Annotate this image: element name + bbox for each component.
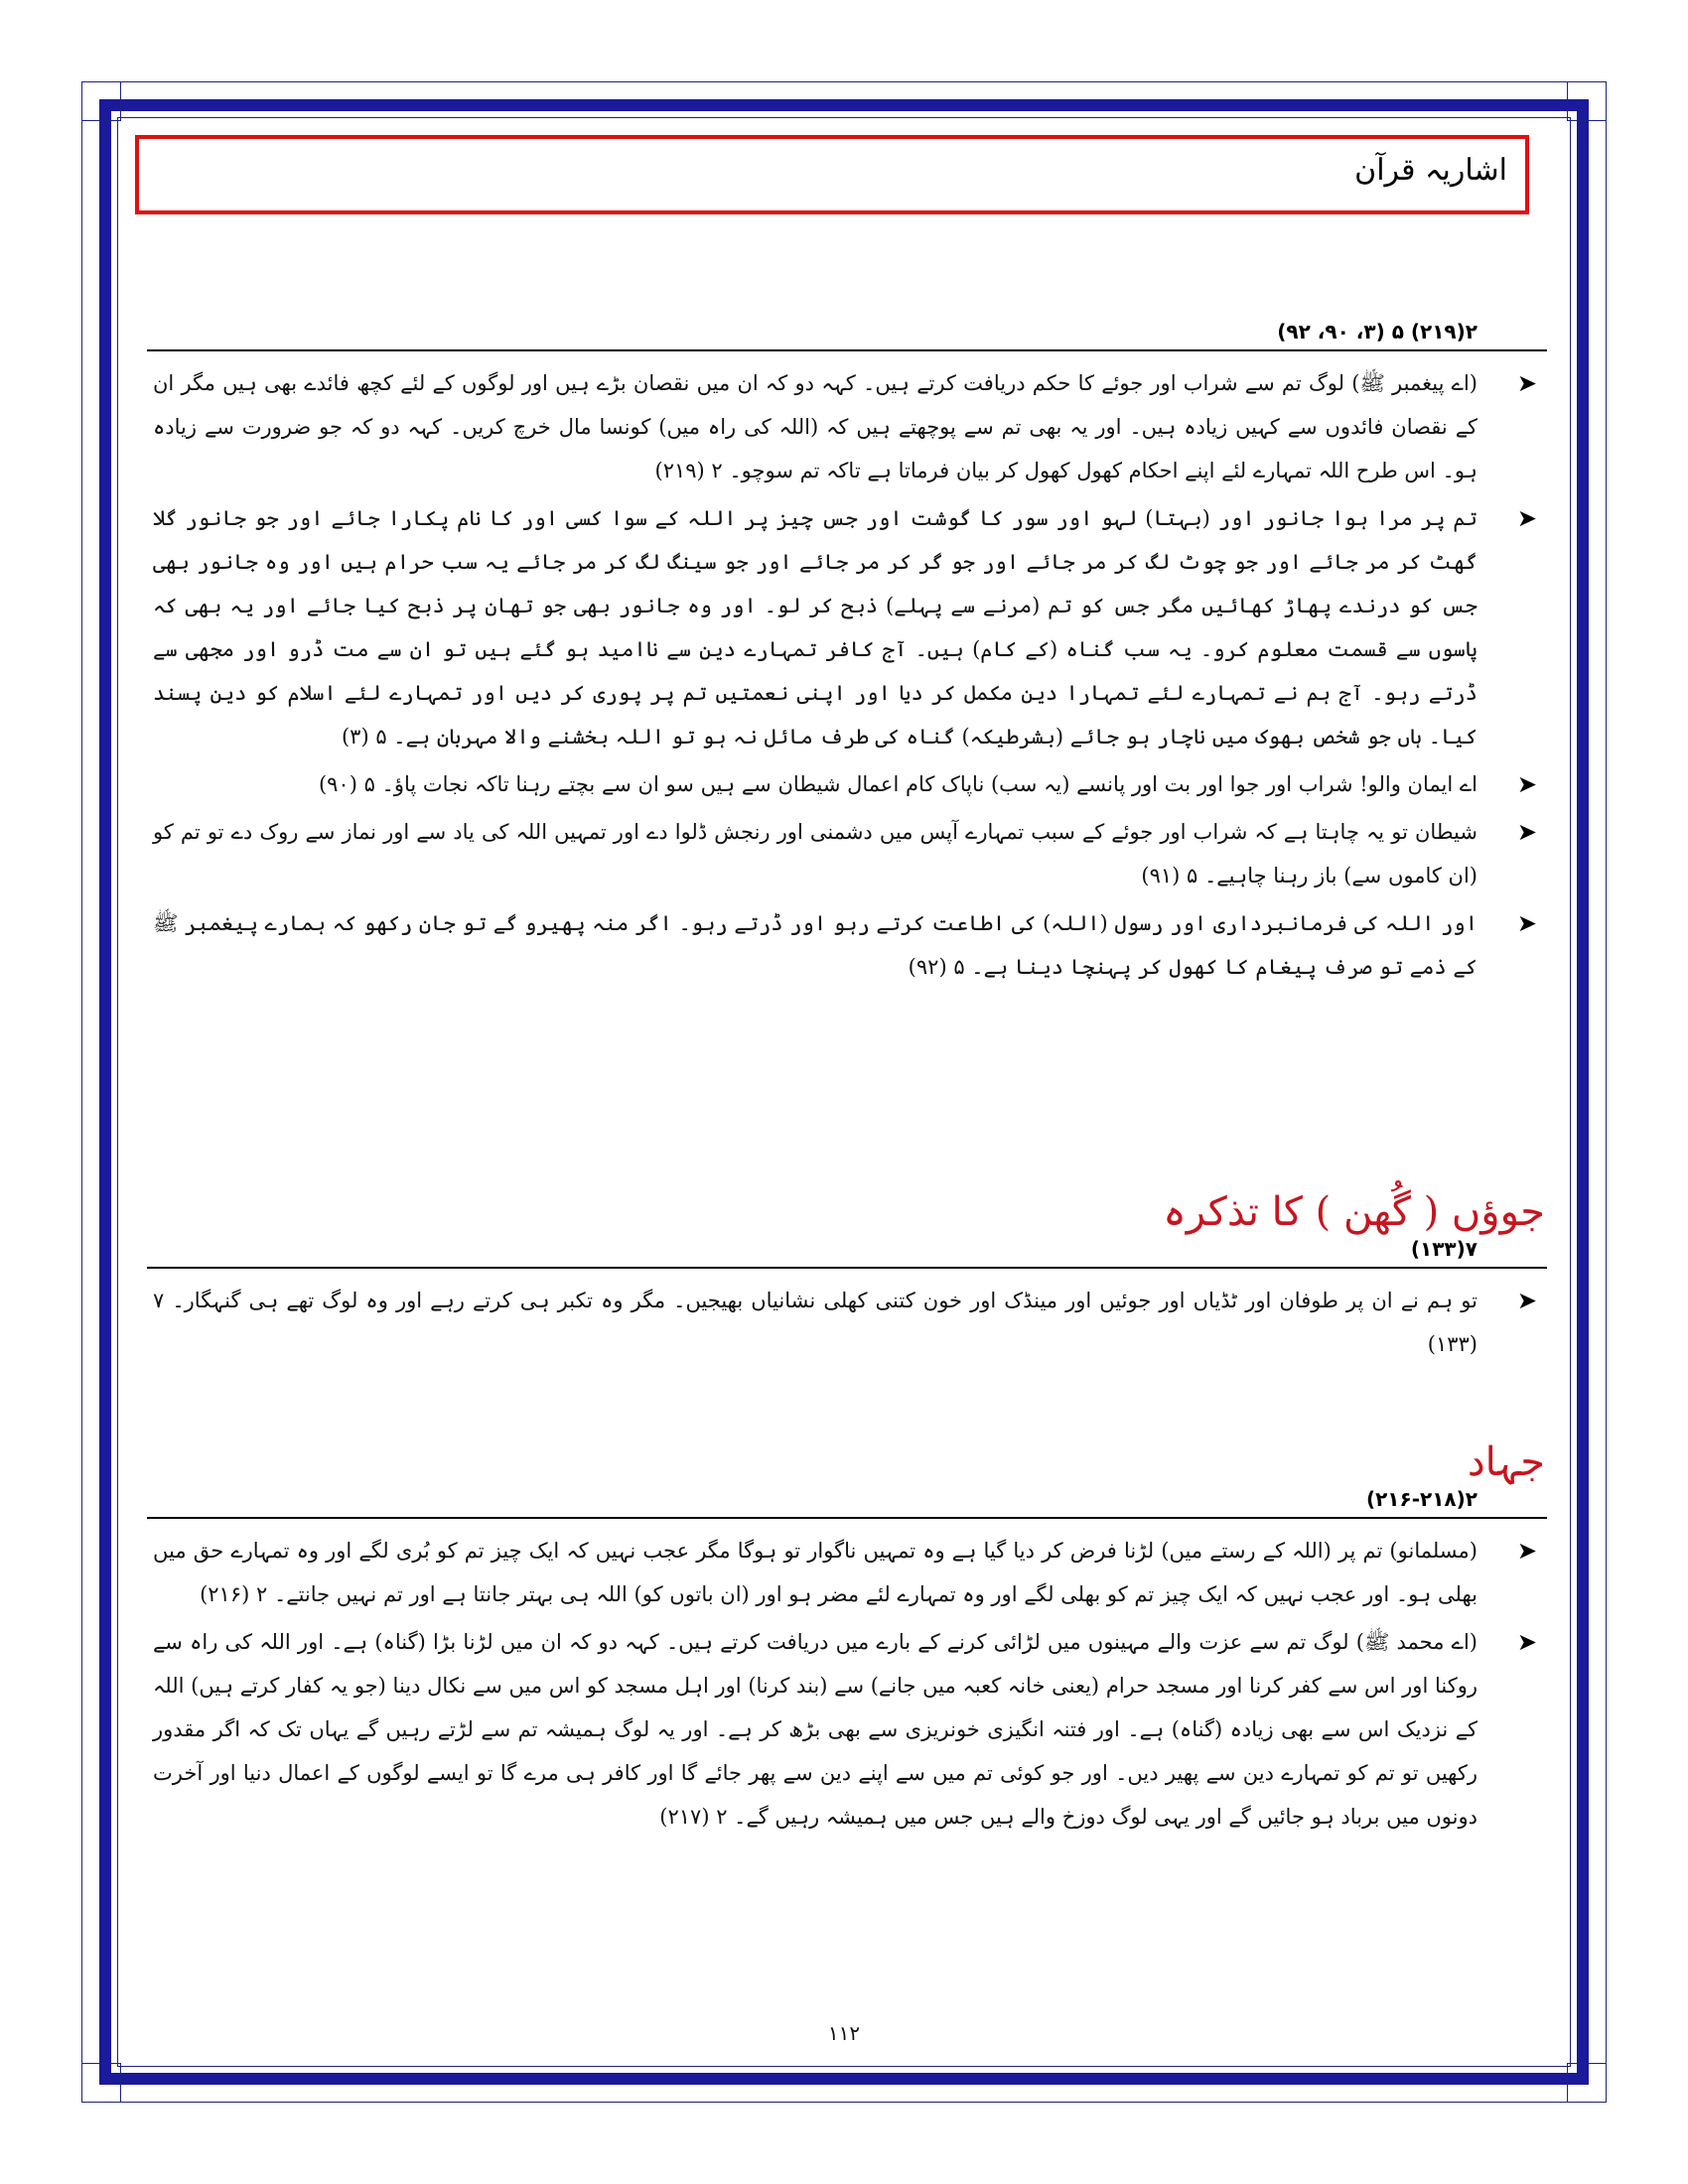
page-title: اشاریہ قرآن bbox=[1354, 153, 1507, 188]
section-jihad bbox=[147, 1439, 1547, 1843]
item-text: تم پر مرا ہوا جانور اور (بہتا) لہو اور سور کا گوشت اور جس چیز پر اللہ کے سوا کسی اور کا نام پکارا جائے اور جو جانور گلا گھٹ کر مر جائے اور جو چوٹ لگ کر مر جائے اور جو گر کر مر جائے اور جو سینگ لگ کر مر جائے یہ سب حرام ہیں اور وہ جانور بھی جس کو درندے پھاڑ کھائیں مگر جس کو تم (مرنے سے پہلے) ذبح کر لو۔ اور وہ جانور بھی جو تھان پر ذبح کیا جائے اور یہ بھی کہ پاسوں سے قسمت معلوم کرو۔ یہ سب گناہ (کے کام) ہیں۔ آج کافر تمہارے دین سے ناامید ہو گئے ہیں تو ان سے مت ڈرو اور مجھی سے ڈرتے رہو۔ آج ہم نے تمہارے لئے تمہارا دین مکمل کر دیا اور اپنی نعمتیں تم پر پوری کر دیں اور تمہارے لئے اسلام کو دین پسند کیا۔ ہاں جو شخص بھوک میں ناچار ہو جائے (بشرطیکہ) گناہ کی طرف مائل نہ ہو تو اللہ بخشنے والا مہربان ہے۔ ۵ (۳) bbox=[153, 506, 1477, 749]
list-item bbox=[147, 496, 1547, 758]
arrowhead-icon: ➤ bbox=[1516, 1537, 1537, 1565]
section-divider bbox=[147, 1517, 1547, 1519]
arrowhead-icon: ➤ bbox=[1516, 369, 1537, 397]
section-heading: جہاد bbox=[1467, 1439, 1545, 1485]
item-text: تو ہم نے ان پر طوفان اور ٹڈیاں اور جوئیں اور مینڈک اور خون کتنی کھلی نشانیاں بھیجیں۔ مگر وہ تکبر ہی کرتے رہے اور وہ لوگ تھے ہی گنہگار۔ ۷ (۱۳۳) bbox=[153, 1289, 1478, 1356]
item-text: اور اللہ کی فرمانبرداری اور رسول (اللہ) کی اطاعت کرتے رہو اور ڈرتے رہو۔ اگر منہ پھیرو گے تو جان رکھو کہ ہمارے پیغمبر ﷺ کے ذمے تو صرف پیغام کا کھول کر پہنچا دینا ہے۔ ۵ (۹۲) bbox=[153, 911, 1477, 979]
frame-corner-ornament bbox=[81, 2063, 121, 2103]
item-text: (اے پیغمبر ﷺ) لوگ تم سے شراب اور جوئے کا حکم دریافت کرتے ہیں۔ کہہ دو کہ ان میں نقصان بڑے ہیں اور لوگوں کے لئے کچھ فائدے بھی ہیں مگر ان کے نقصان فائدوں سے کہیں زیادہ ہیں۔ اور یہ بھی تم سے پوچھتے ہیں کہ (اللہ کی راہ میں) کونسا مال خرچ کریں۔ کہہ دو کہ جو ضرورت سے زیادہ ہو۔ اس طرح اللہ تمہارے لئے اپنے احکام کھول کھول کر بیان فرماتا ہے تاکہ تم سوچو۔ ۲ (۲۱۹) bbox=[153, 371, 1477, 482]
section-divider bbox=[147, 1267, 1547, 1269]
frame-corner-ornament bbox=[81, 81, 121, 121]
arrowhead-icon: ➤ bbox=[1516, 818, 1537, 846]
header-box bbox=[135, 135, 1529, 214]
arrowhead-icon: ➤ bbox=[1516, 909, 1537, 937]
section-alcohol-gambling bbox=[147, 320, 1547, 993]
section-reference: ۲(۲۱۶-۲۱۸) bbox=[1365, 1487, 1477, 1511]
section-heading: جوؤں ( گُھن ) کا تذکرہ bbox=[1163, 1189, 1545, 1235]
list-item bbox=[147, 762, 1547, 806]
frame-corner-ornament bbox=[1567, 2063, 1607, 2103]
section-lice bbox=[147, 1189, 1547, 1370]
section-divider bbox=[147, 349, 1547, 351]
list-item bbox=[147, 361, 1547, 492]
list-item bbox=[147, 901, 1547, 989]
frame-corner-ornament bbox=[1567, 81, 1607, 121]
item-text: (مسلمانو) تم پر (اللہ کے رستے میں) لڑنا فرض کر دیا گیا ہے وہ تمہیں ناگوار تو ہوگا مگر عجب نہیں کہ ایک چیز تم کو بُری لگے اور وہ تمہارے حق میں بھلی ہو۔ اور عجب نہیں کہ ایک چیز تم کو بھلی لگے اور وہ تمہارے لئے مضر ہو اور (ان باتوں کو) اللہ ہی بہتر جانتا ہے اور تم نہیں جانتے۔ ۲ (۲۱۶) bbox=[153, 1539, 1477, 1606]
arrowhead-icon: ➤ bbox=[1516, 770, 1537, 798]
section-reference: ۷(۱۳۳) bbox=[1410, 1237, 1477, 1261]
section-reference: ۲(۲۱۹) ۵ (۳، ۹۰، ۹۲) bbox=[1277, 320, 1477, 343]
item-text: اے ایمان والو! شراب اور جوا اور بت اور پانسے (یہ سب) ناپاک کام اعمال شیطان سے ہیں سو ان سے بچتے رہنا تاکہ نجات پاؤ۔ ۵ (۹۰) bbox=[318, 772, 1477, 796]
list-item bbox=[147, 1620, 1547, 1839]
item-text: (اے محمد ﷺ) لوگ تم سے عزت والے مہینوں میں لڑائی کرنے کے بارے میں دریافت کرتے ہیں۔ کہہ دو کہ ان میں لڑنا بڑا (گناہ) ہے۔ اور اللہ کی راہ سے روکنا اور اس سے کفر کرنا اور مسجد حرام (یعنی خانہ کعبہ میں جانے) سے (بند کرنا) اور اہل مسجد کو اس میں سے نکال دینا (جو یہ کفار کرتے ہیں) اللہ کے نزدیک اس سے بھی زیادہ (گناہ) ہے۔ اور فتنہ انگیزی خونریزی سے بھی بڑھ کر ہے۔ اور یہ لوگ ہمیشہ تم سے لڑتے رہیں گے یہاں تک کہ اگر مقدور رکھیں تو تم کو تمہارے دین سے پھیر دیں۔ اور جو کوئی تم میں سے اپنے دین سے پھر جائے گا اور کافر ہی مرے گا تو ایسے لوگوں کے اعمال دنیا اور آخرت دونوں میں برباد ہو جائیں گے اور یہی لوگ دوزخ والے ہیں جس میں ہمیشہ رہیں گے۔ ۲ (۲۱۷) bbox=[153, 1630, 1477, 1829]
arrowhead-icon: ➤ bbox=[1516, 504, 1537, 532]
list-item bbox=[147, 1279, 1547, 1366]
list-item bbox=[147, 1529, 1547, 1616]
arrowhead-icon: ➤ bbox=[1516, 1628, 1537, 1656]
page-number: ۱۱۲ bbox=[827, 2021, 861, 2045]
list-item bbox=[147, 810, 1547, 897]
item-text: شیطان تو یہ چاہتا ہے کہ شراب اور جوئے کے سبب تمہارے آپس میں دشمنی اور رنجش ڈلوا دے اور تمہیں اللہ کی یاد سے اور نماز سے روک دے تو تم کو (ان کاموں سے) باز رہنا چاہیے۔ ۵ (۹۱) bbox=[153, 820, 1477, 887]
arrowhead-icon: ➤ bbox=[1516, 1287, 1537, 1314]
